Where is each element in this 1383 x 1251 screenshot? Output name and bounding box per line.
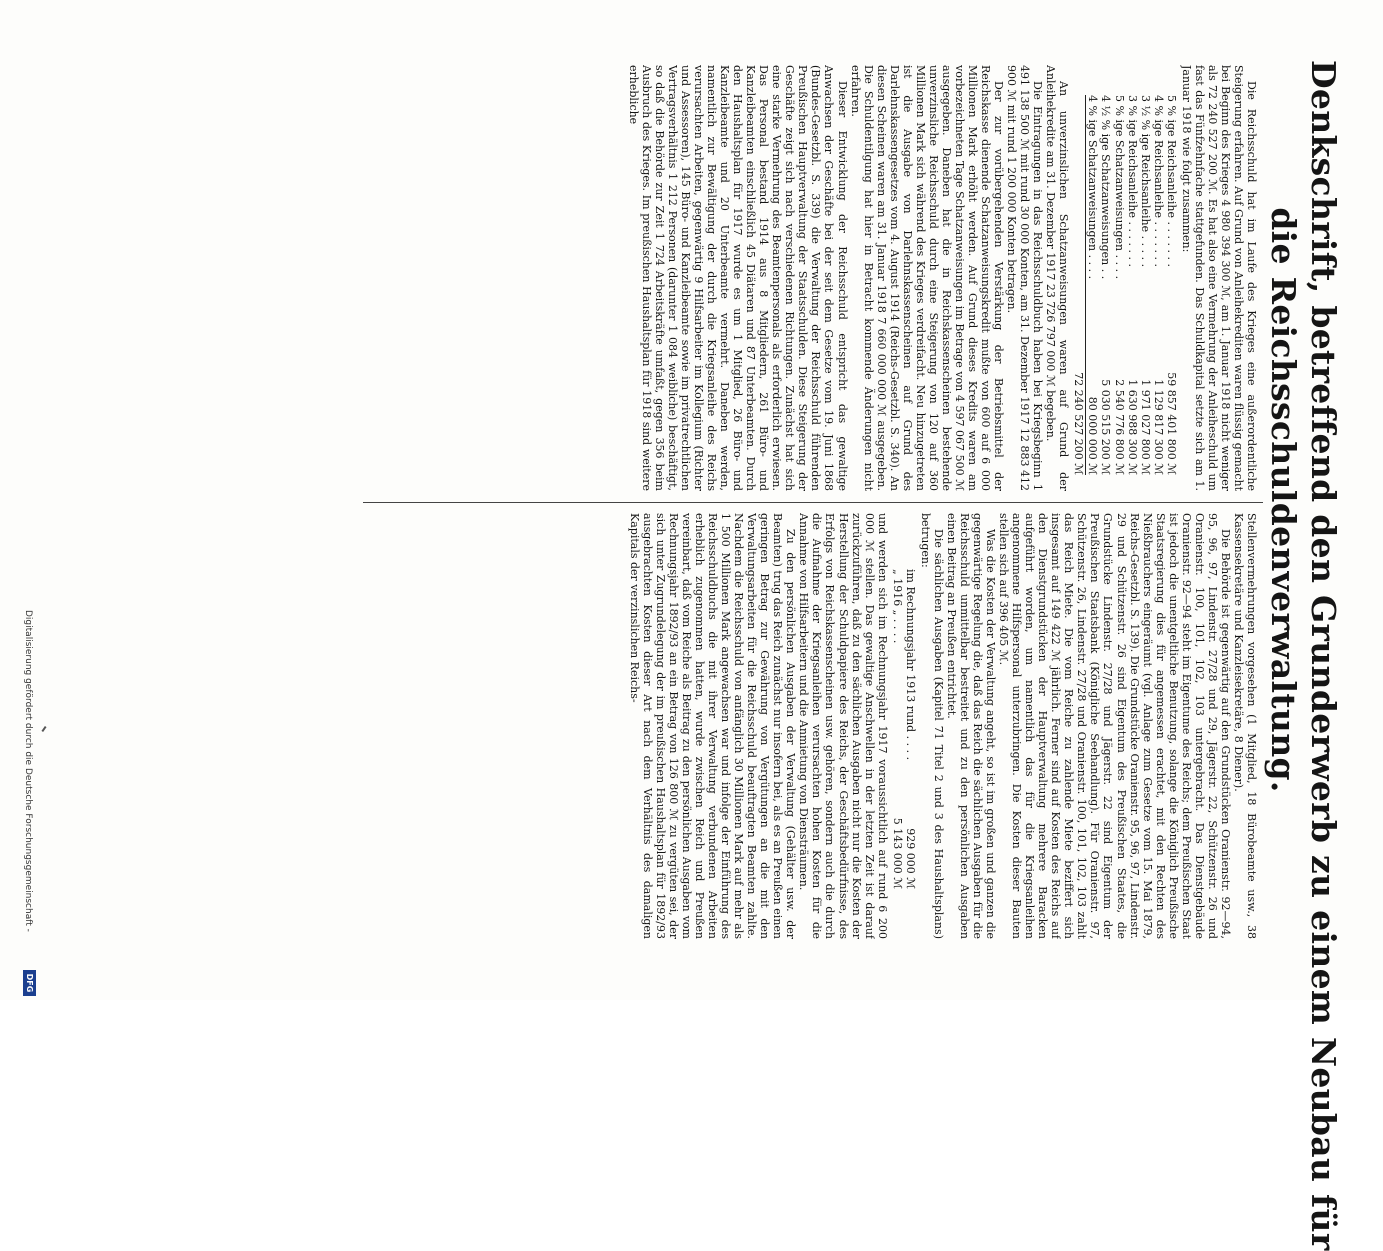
bond-row bbox=[1139, 95, 1152, 475]
document-title bbox=[1263, 60, 1343, 1251]
right-column bbox=[338, 513, 1258, 939]
paragraph: An unverzinslichen Schatzanweisungen waren auf Grund der Anleihekredite am 31. Dezember 1917 23 726 797 000 ℳ begeben. bbox=[1044, 65, 1071, 491]
bond-amount: 80 000 000 ℳ bbox=[1086, 396, 1100, 475]
bond-row bbox=[1112, 95, 1125, 475]
paragraph: Stellenvermehrungen vorgesehen (1 Mitglied, 18 Bürobeamte usw., 38 Kassensekretäre und Kanzleisekretäre, 8 Diener). bbox=[1231, 513, 1258, 939]
bond-label: 3 ½ % ige Reichsanleihe . . . . . bbox=[1138, 95, 1152, 268]
bond-table bbox=[1072, 95, 1177, 475]
title-line-1: Denkschrift, betreffend den Grunderwerb zu einem Neubau für bbox=[1304, 60, 1343, 1251]
bond-amount: 1 630 988 300 ℳ bbox=[1125, 379, 1139, 475]
bond-label: 4 % ige Reichsanleihe . . . . . . . bbox=[1151, 95, 1165, 267]
bond-row bbox=[1126, 95, 1139, 475]
expense-list bbox=[891, 569, 917, 939]
bond-amount: 2 540 776 800 ℳ bbox=[1112, 379, 1126, 475]
paragraph: Die Eintragungen in das Reichsschuldbuch haben bei Kriegsbeginn 1 491 138 500 ℳ mit rund 30 000 Konten, am 31. Dezember 1917 12 883 412 900 ℳ mit rund 1 200 000 Konten betragen. bbox=[1005, 65, 1045, 491]
bond-amount: 5 030 515 200 ℳ bbox=[1099, 379, 1113, 475]
bond-amount: 1 971 027 800 ℳ bbox=[1138, 379, 1152, 475]
column-divider bbox=[363, 502, 1263, 503]
paragraph: Die Behörde ist gegenwärtig auf den Grundstücken Oranienstr. 92—94, 95, 96, 97, Lindenstr. 27/28 und 29, Jägerstr. 22, Schützenstr. 26 und Oranienstr. 100, 101, 102, 103 untergebracht. Das Dienstgebäude Oranienstr. 92—94 steht im Eigentume des Reichs; dem Preußischen Staat ist jedoch die unentgeltliche Benutzung, solange die Königlich Preußische Staatsregierung dies für angemessen erachtet, mit den Rechten des Nießbrauchers eingeräumt (vgl. Anlage zum Gesetze vom 15. Mai 1879, Reichs-Gesetzbl. S. 139). Die Grundstücke Oranienstr. 95, 96, 97, Lindenstr. 29 und Schützenstr. 26 sind Eigentum des Preußischen Staates, die Grundstücke Lindenstr. 27/28 und Jägerstr. 22 sind Eigentum der Preußischen Staatsbank (Königliche Seehandlung). Für Oranienstr. 97, Schützenstr. 26, Lindenstr. 27/28 und Oranienstr. 100, 101, 102, 103 zahlt das Reich Miete. Die vom Reiche zu zahlende Miete beziffert sich insgesamt auf 149 422 ℳ jährlich. Ferner sind auf Kosten des Reichs auf den Dienstgrundstücken der Hauptverwaltung mehrere Baracken aufgeführt worden, um namentlich das für die Kriegsanleihen angenommene Hilfspersonal unterzubringen. Die Kosten dieser Bauten stellen sich auf 396 405 ℳ. bbox=[997, 513, 1232, 939]
bond-total-row bbox=[1072, 95, 1086, 475]
bond-label: 4 % ige Schatzanweisungen . . . . bbox=[1086, 95, 1100, 280]
bond-row bbox=[1165, 95, 1178, 475]
expense-label: „ 1916 „ . . . . bbox=[890, 569, 904, 644]
bond-row bbox=[1086, 95, 1100, 475]
bond-row bbox=[1152, 95, 1165, 475]
paragraph: Die sächlichen Ausgaben (Kapitel 71 Titel 2 und 3 des Haushaltsplans) betrugen: bbox=[918, 513, 945, 939]
expense-label: im Rechnungsjahr 1913 rund . . . . bbox=[903, 569, 917, 761]
title-line-2: die Reichsschuldenverwaltung. bbox=[1264, 207, 1303, 793]
expense-row bbox=[891, 569, 904, 939]
expense-value: 929 000 ℳ bbox=[903, 828, 917, 889]
paragraph: Zu den persönlichen Ausgaben der Verwaltung (Gehälter usw. der Beamten) trug das Reich zunächst nur insofern bei, als es an Preußen einen geringen Betrag zur Gewährung von Vergütungen an die mit den Verwaltungsarbeiten für die Reichsschuld beauftragten Beamten zahlte. Nachdem die Reichsschuld von anfänglich 30 Millionen Mark auf mehr als 1 500 Millionen Mark angewachsen war und infolge der Einführung des Reichsschuldbuchs die mit ihrer Verwaltung verbundenen Arbeiten erheblich zugenommen hatten, wurde zwischen Reich und Preußen vereinbart, daß vom Reiche als Beitrag zu den persönlichen Ausgaben vom Rechnungsjahr 1892/93 an ein Betrag von 126 800 ℳ zu vergüten sei, der sich unter Zugrundelegung der im preußischen Haushaltsplan für 1892/93 ausgebrachten Kosten dieser Art nach dem Verhältnis des damaligen Kapitals der verzinslichen Reichs- bbox=[627, 513, 798, 939]
bond-row bbox=[1099, 95, 1112, 475]
paragraph: und werden sich im Rechnungsjahr 1917 voraussichtlich auf rund 6 200 000 ℳ stellen. Das gewaltige Anschwellen in der letzten Zeit ist darauf zurückzuführen, daß zu den sächlichen Ausgaben nicht nur die Kosten der Herstellung der Schuldpapiere des Reichs, der Geschäftsbedürfnisse, des Erfolgs von Reichskassenscheinen usw. gehören, sondern auch die durch die Aufnahme der Kriegsanleihen verursachten hohen Kosten für die Annahme von Hilfsarbeitern und die Anmietung von Diensträumen. bbox=[797, 513, 889, 939]
bond-label: 3 % ige Reichsanleihe . . . . . . . bbox=[1125, 95, 1139, 267]
scan-mark bbox=[41, 726, 46, 732]
bond-label: 4 ½ % ige Schatzanweisungen . . bbox=[1099, 95, 1113, 280]
bond-label: 5 % ige Reichsanleihe . . . . . . . bbox=[1164, 95, 1178, 267]
paragraph: Dieser Entwicklung der Reichsschuld entspricht das gewaltige Anwachsen der Geschäfte bei der seit dem Gesetze vom 19. Juni 1868 (Bundes-Gesetzbl. S. 339) die Verwaltung der Reichsschuld führenden Preußischen Hauptverwaltung der Staatsschulden. Diese Steigerung der Geschäfte zeigt sich nach verschiedenen Richtungen. Zunächst hat sich eine starke Vermehrung des Beamtenpersonals als erforderlich erwiesen. Das Personal bestand 1914 aus 8 Mitgliedern, 261 Büro- und Kanzleibeamten einschließlich 45 Diätaren und 87 Unterbeamten. Durch den Haushaltsplan für 1917 wurde es um 1 Mitglied, 26 Büro- und Kanzleibeamte und 20 Unterbeamte vermehrt. Daneben werden, namentlich zur Bewältigung der durch die Kriegsanleihe des Reichs verursachten Arbeiten, gegenwärtig 9 Hilfsarbeiter im Kollegium (Richter und Assessoren), 145 Büro- und Kanzleibeamte sowie im privatrechtlichen Vertragsverhältnis 1 212 Personen (darunter 1 084 weibliche) beschäftigt, so daß die Behörde zur Zeit 1 724 Arbeitskräfte umfaßt, gegen 356 beim Ausbruch des Krieges. Im preußischen Haushaltsplan für 1918 sind weitere erhebliche bbox=[626, 65, 849, 491]
paragraph: Der zur vorübergehenden Verstärkung der Betriebsmittel der Reichskasse dienende Schatzanweisungskredit mußte von 600 auf 6 000 Millionen Mark erhöht werden. Auf Grund dieses Kredits waren am vorbezeichneten Tage Schatzanweisungen im Betrage von 4 597 067 500 ℳ ausgegeben. Daneben hat die in Reichskassenscheinen bestehende unverzinsliche Reichsschuld durch eine Steigerung von 120 auf 360 Millionen Mark sich während des Krieges verdreifacht. Neu hinzugetreten ist die Ausgabe von Darlehnskassenscheinen auf Grund des Darlehnskassengesetzes vom 4. August 1914 (Reichs-Gesetzbl. S. 340). An diesen Scheinen waren am 31. Januar 1918 7 660 000 000 ℳ ausgegeben. Die Schuldentilgung hat hier in Betracht kommende Änderungen nicht erfahren. bbox=[848, 65, 1006, 491]
bond-amount: 59 857 401 800 ℳ bbox=[1164, 372, 1178, 475]
paragraph: Die Reichsschuld hat im Laufe des Krieges eine außerordentliche Steigerung erfahren. Auf Grund von Anleihekrediten waren flüssig gemacht bei Beginn des Krieges 4 980 394 300 ℳ, am 1. Januar 1918 nicht weniger als 72 240 527 200 ℳ. Es hat also eine Vermehrung der Anleiheschuld um fast das Fünfzehnfache stattgefunden. Das Schuldkapital setzte sich am 1. Januar 1918 wie folgt zusammen: bbox=[1179, 65, 1258, 491]
bond-label: 5 % ige Schatzanweisungen . . . . bbox=[1112, 95, 1126, 280]
paragraph: Was die Kosten der Verwaltung angeht, so ist im großen und ganzen die gegenwärtige Regelung die, daß das Reich die sächlichen Ausgaben für die Reichsschuld unmittelbar bestreitet und zu den persönlichen Ausgaben einen Beitrag an Preußen entrichtet. bbox=[944, 513, 998, 939]
dfg-logo: DFG bbox=[23, 970, 36, 996]
expense-row bbox=[904, 569, 917, 939]
digitization-credit: Digitalisierung gefördert durch die Deutsche Forschungsgemeinschaft - bbox=[23, 610, 33, 932]
bond-amount: 1 129 817 300 ℳ bbox=[1151, 379, 1165, 475]
expense-value: 5 143 000 ℳ bbox=[890, 817, 904, 889]
bond-total: 72 240 527 200 ℳ bbox=[1072, 339, 1086, 475]
left-column bbox=[338, 65, 1258, 491]
